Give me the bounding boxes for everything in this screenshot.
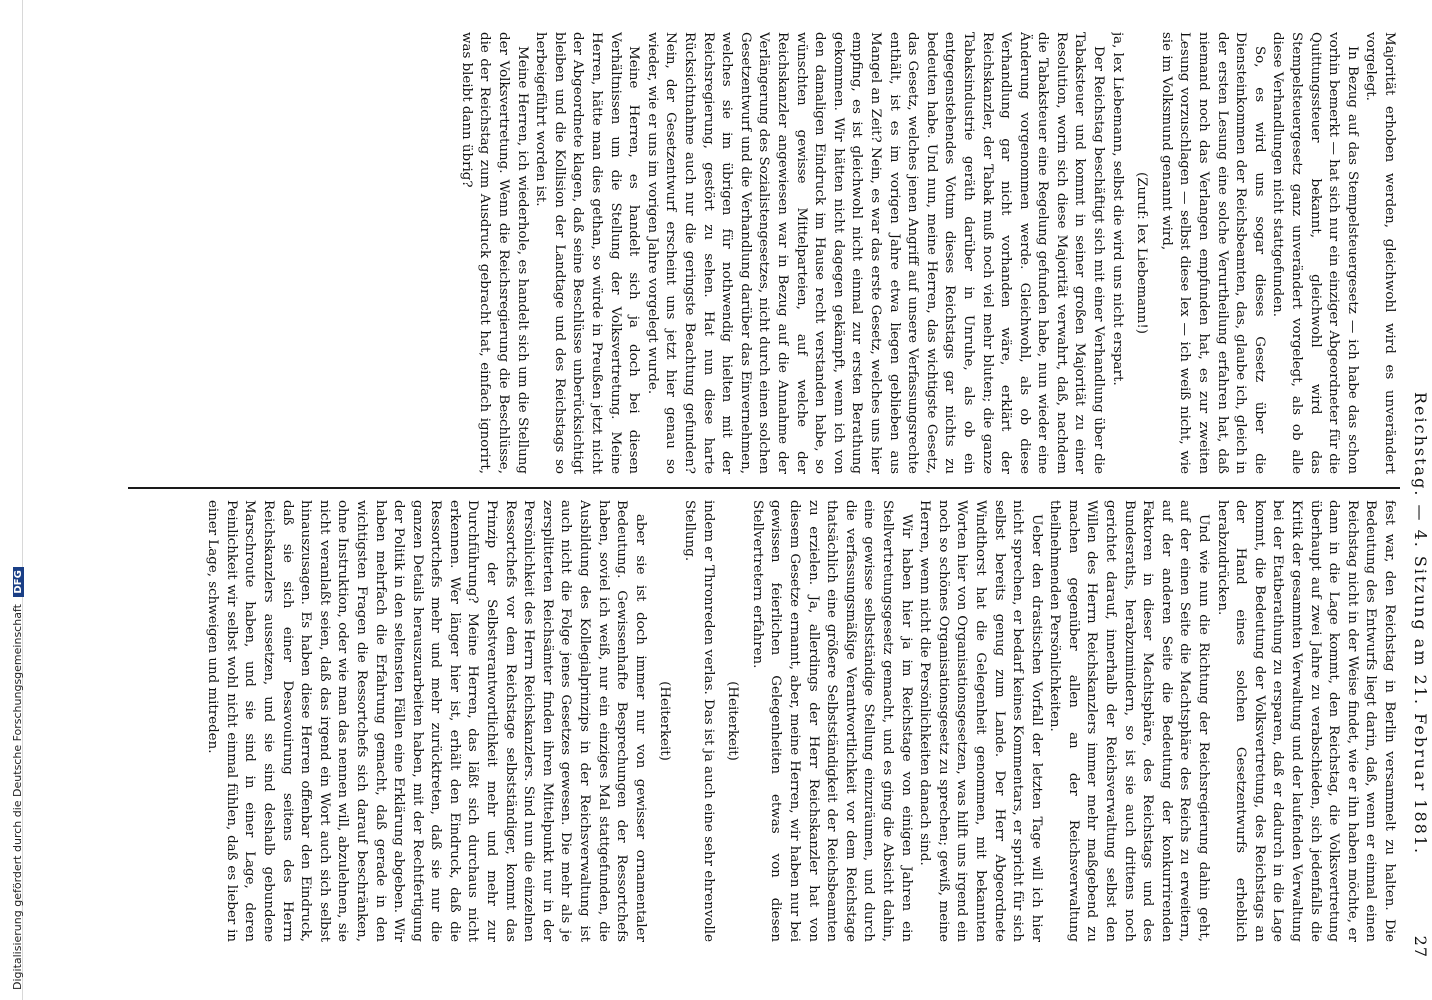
page-header: [1406, 32, 1430, 964]
paragraph: Ueber den drastischen Vorfall der letzten Tage will ich hier nicht sprechen, er bedarf keines Kommentars, er spricht für sich selbst bereits genug zum Lande. Der Herr Abgeordnete Windthorst hat die Gelegenheit genommen, mit bekannten Worten hier von Organisationsgesetzen, was hilft uns irgend ein noch so schönes Organisationsgesetz zu sprechen; gewiß, meine Herren, wenn nicht die Persönlichkeiten danach sind.: [917, 500, 1044, 942]
paragraph: So, es wird uns sogar dieses Gesetz über die Diensteinkommen der Reichsbeamten, das, glaube ich, gleich in der ersten Lesung eine solche Verurtheilung erfahren hat, daß niemand noch das Verlangen empfunden hat, es zur zweiten Lesung vorzuschlagen — selbst diese lex — ich weiß nicht, wie sie im Volksmund genannt wird,: [1158, 32, 1267, 474]
digitization-note-text: Digitalisierung gefördert durch die Deutsche Forschungsgemeinschaft: [11, 604, 24, 990]
paragraph: Majorität erhoben werden, gleichwohl wird es unverändert vorgelegt.: [1363, 32, 1397, 474]
page-number: 27: [1411, 935, 1430, 958]
interjection: (Heiterkeit): [725, 681, 741, 761]
interjection: (Heiterkeit): [657, 681, 673, 761]
column-divider: [128, 487, 1400, 489]
paragraph: Meine Herren, ich wiederhole, es handelt sich um die Stellung der Volksvertretung. Wenn die Reichsregierung die Beschlüsse, die der Reichstag zum Ausdruck gebracht hat, einfach ignorirt, was bleibt dann übrig?: [458, 32, 530, 474]
interjection: (Zuruf: lex Liebemann!): [1134, 171, 1150, 335]
digitization-strip: [0, 0, 23, 1000]
left-text-column: [128, 32, 1398, 474]
scanned-page: [112, 32, 1430, 964]
page-header-title: Reichstag. — 4. Sitzung am 21. Februar 1881.: [1411, 392, 1430, 856]
paragraph: fest war, den Reichstag in Berlin versammelt zu halten. Die Bedeutung des Entwurfs liegt darin, daß, wenn er einmal einen Reichstag nicht in der Weise findet, wie er ihn haben möchte, er dann in die Lage kommt, den Reichstag, die Volksvertretung überhaupt auf zwei Jahre zu verabschieden, sich jedenfalls die Kritik der gesammten Verwaltung und der laufenden Verwaltung bei der Etatberathung zu ersparen, daß er dadurch in die Lage kommt, die Bedeutung der Volksvertretung, des Reichstags an der Hand eines solchen Gesetzentwurfs erheblich herabzudrücken.: [1214, 500, 1397, 942]
right-text-column: [128, 500, 1398, 942]
dfg-logo: DFG: [13, 567, 24, 596]
paragraph: indem er Thronreden verlas. Das ist ja auch eine sehr ehrenvolle Stellung.: [682, 500, 716, 942]
paragraph: ja, lex Liebemann, selbst die wird uns nicht erspart.: [1109, 32, 1125, 386]
paragraph: Der Reichstag beschäftigt sich mit einer Verhandlung über die Tabaksteuer und kommt in seiner großen Majorität zu einer Resolution, worin sich diese Majorität verwahrt, daß, nachdem die Tabaksteuer eine Regelung gefunden habe, nun wieder eine Änderung vorgenommen werde. Gleichwohl, als ob diese Verhandlung gar nicht vorhanden wäre, erklärt der Reichskanzler, der Tabak muß noch viel mehr bluten; die ganze Tabaksindustrie geräth darüber in Unruhe, als ob ein entgegenstehendes Votum dieses Reichstags gar nichts zu bedeuten habe. Und nun, meine Herren, das wichtigste Gesetz, das Gesetz, welches jenen Angriff auf unsere Verfassungsrechte enthält, ist es im vorigen Jahre etwa liegen geblieben aus Mangel an Zeit? Nein, es war das erste Gesetz, welches uns hier empfing, es ist gleichwohl nicht einmal zur ersten Berathung gekommen. Wir hätten nicht dagegen gekämpft, wenn ich von den damaligen Eindruck im Hause recht verstanden habe, so wünschten gewisse Mittelparteien, auf welche der Reichskanzler angewiesen war in Bezug auf die Annahme der Verlängerung des Sozialistengesetzes, nicht durch einen solchen Gesetzentwurf und die Verhandlung darüber das Einvernehmen, welches sie im übrigen für nothwendig hielten mit der Reichsregierung, gestört zu sehen. Hat nun diese harte Rücksichtnahme auch nur die geringste Beachtung gefunden? Nein, der Gesetzentwurf erscheint uns jetzt hier genau so wieder, wie er uns im vorigen Jahre vorgelegt wurde.: [644, 32, 1107, 474]
paragraph: Und wie nun die Richtung der Reichsregierung dahin geht, auf der einen Seite die Machtsphäre des Reichs zu erweitern, auf der anderen Seite die Bedeutung der konkurrirenden Faktoren in dieser Machtsphäre, des Reichstags und des Bundesraths, herabzumindern, so ist sie auch drittens noch gerichtet darauf, innerhalb der Reichsverwaltung selbst den Willen des Herrn Reichskanzlers immer mehr maßgebend zu machen gegenüber allen an der Reichsverwaltung theilnehmenden Persönlichkeiten.: [1047, 500, 1212, 942]
digitization-note: [11, 567, 24, 990]
paragraph: In Bezug auf das Stempelsteuergesetz — ich habe das schon vorhin bemerkt — hat sich nur ein einziger Abgeordneter für die Quittungssteuer bekannt, gleichwohl wird das Stempelsteuergesetz ganz unverändert vorgelegt, als ob alle diese Verhandlungen nicht stattgefunden.: [1270, 32, 1360, 474]
paragraph: Wir haben hier ja im Reichstage von einigen Jahren ein Stellvertretungsgesetz gemacht, und es ging die Absicht dahin, eine gewisse selbstständige Stellung einzuräumen, und durch die verfassungsmäßige Verantwortlichkeit vor dem Reichstage thatsächlich eine größere Selbstständigkeit der Reichsbeamten zu erzielen. Ja, allerdings der Herr Reichskanzler hat von diesem Gesetze ernannt, aber, meine Herren, wir haben nur bei gewissen feierlichen Gelegenheiten etwas von diesen Stellvertretern erfahren.: [749, 500, 914, 942]
paragraph: Meine Herren, es handelt sich ja doch bei diesen Verhältnissen um die Stellung der Volksvertretung. Meine Herren, hätte man dies gethan, so würde in Preußen jetzt nicht der Abgeordnete klagen, daß seine Beschlüsse unberücksichtigt bleiben und die Kollision der Landtage und des Reichstags so herbeigeführt worden ist.: [533, 32, 642, 474]
paragraph: aber sie ist doch immer nur von gewisser ornamentaler Bedeutung. Gewissenhafte Besprechungen der Ressortchefs haben, soviel ich weiß, nur ein einziges Mal stattgefunden, die Ausbildung des Kollegialprinzips in der Reichsverwaltung ist auch nicht die Folge jenes Gesetzes gewesen. Die mehr als je zersplitterten Reichsämter finden ihren Mittelpunkt nur in der Persönlichkeit des Herrn Reichskanzlers. Sind nun die einzelnen Ressortchefs vor dem Reichstage selbstständiger, kommt das Prinzip der Selbstverantwortlichkeit mehr und mehr zur Durchführung? Meine Herren, das läßt sich durchaus nicht erkennen. Wer länger hier ist, erhält den Eindruck, daß die Ressortchefs mehr und mehr zurücktreten, daß sie nur die ganzen Details herauszuarbeiten haben, mit der Rechtfertigung der Politik in den seltensten Fällen eine Erklärung abgeben. Wir haben mehrfach die Erfahrung gemacht, daß gerade in den wichtigsten Fragen die Ressortchefs sich darauf beschränken, ohne Instruktion, oder wie man das nennen will, abzulehnen, sie nicht veranlaßt seien, daß das irgend ein Wort auch sich selbst hinauszusagen. Es haben diese Herren offenbar den Eindruck, daß sie sich einer Desavouirung seitens des Herrn Reichskanzlers aussetzen, und sie sind deshalb gebundene Marschroute haben, und sie sind in einer Lage, deren Peinlichkeit wir selbst wohl nicht einmal fühlen, daß es lieber in einer Lage, schweigen und mitreden.: [205, 500, 648, 942]
